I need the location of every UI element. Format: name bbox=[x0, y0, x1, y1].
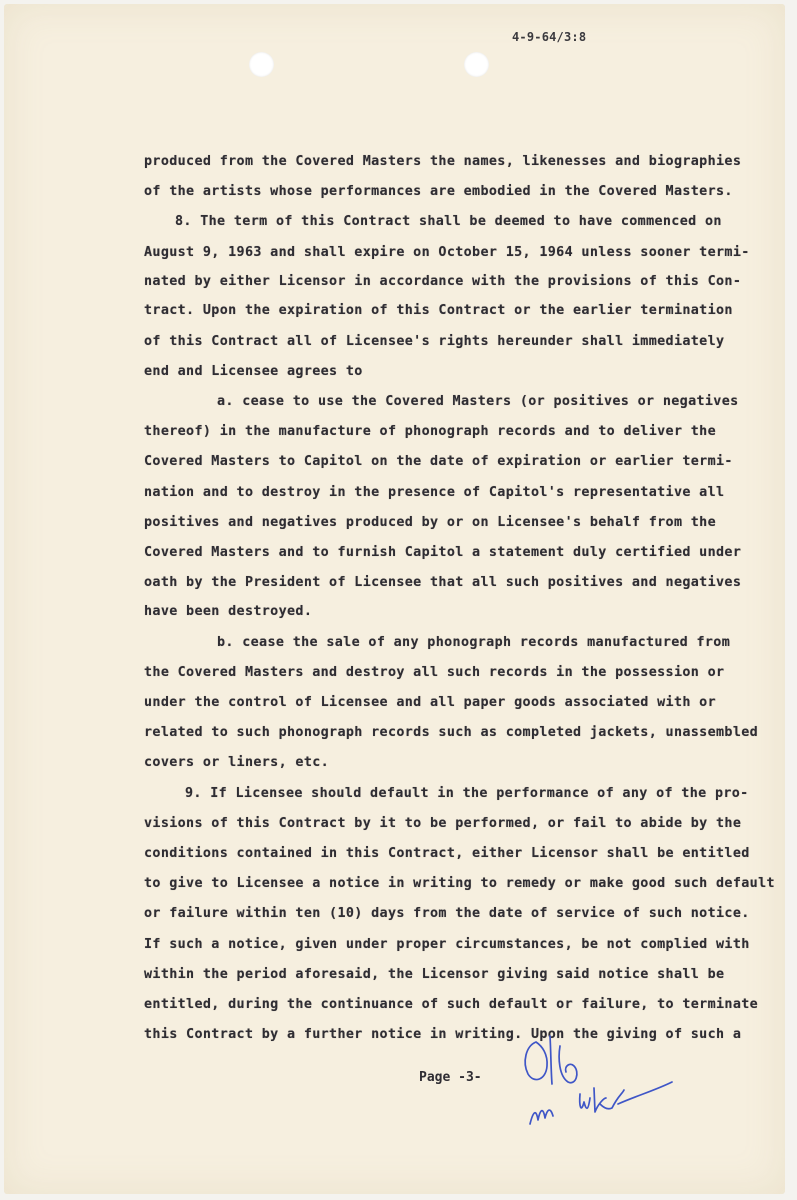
text-line: 9. If Licensee should default in the performance of any of the pro- bbox=[185, 786, 749, 801]
text-line: a. cease to use the Covered Masters (or positives or negatives bbox=[217, 394, 739, 409]
document-page bbox=[4, 4, 785, 1194]
text-line: nation and to destroy in the presence of Capitol's representative all bbox=[144, 485, 725, 500]
text-line: of the artists whose performances are embodied in the Covered Masters. bbox=[144, 184, 733, 199]
text-line: of this Contract all of Licensee's rights hereunder shall immediately bbox=[144, 334, 725, 349]
text-line: within the period aforesaid, the Licensor giving said notice shall be bbox=[144, 967, 725, 982]
text-line: related to such phonograph records such as completed jackets, unassembled bbox=[144, 725, 759, 740]
punch-hole-left bbox=[249, 52, 274, 77]
text-line: If such a notice, given under proper circumstances, be not complied with bbox=[144, 937, 750, 952]
text-line: have been destroyed. bbox=[144, 604, 313, 619]
text-line: August 9, 1963 and shall expire on October 15, 1964 unless sooner termi- bbox=[144, 245, 750, 260]
text-line: end and Licensee agrees to bbox=[144, 364, 363, 379]
text-line: tract. Upon the expiration of this Contract or the earlier termination bbox=[144, 303, 733, 318]
document-id: 4-9-64/3:8 bbox=[512, 30, 587, 44]
handwritten-initials bbox=[514, 1032, 679, 1132]
text-line: under the control of Licensee and all paper goods associated with or bbox=[144, 695, 717, 710]
text-line: nated by either Licensor in accordance with the provisions of this Con- bbox=[144, 274, 742, 289]
text-line: positives and negatives produced by or on Licensee's behalf from the bbox=[144, 515, 717, 530]
text-line: 8. The term of this Contract shall be deemed to have commenced on bbox=[175, 214, 722, 229]
text-line: the Covered Masters and destroy all such records in the possession or bbox=[144, 665, 725, 680]
text-line: to give to Licensee a notice in writing to remedy or make good such default bbox=[144, 876, 775, 891]
text-line: produced from the Covered Masters the names, likenesses and biographies bbox=[144, 154, 742, 169]
punch-hole-right bbox=[464, 52, 489, 77]
text-line: thereof) in the manufacture of phonograph records and to deliver the bbox=[144, 424, 717, 439]
text-line: covers or liners, etc. bbox=[144, 755, 330, 770]
text-line: or failure within ten (10) days from the date of service of such notice. bbox=[144, 906, 750, 921]
text-line: Covered Masters to Capitol on the date of expiration or earlier termi- bbox=[144, 454, 733, 469]
text-line: b. cease the sale of any phonograph records manufactured from bbox=[217, 635, 731, 650]
page-number: Page -3- bbox=[419, 1070, 482, 1085]
text-line: visions of this Contract by it to be performed, or fail to abide by the bbox=[144, 816, 742, 831]
text-line: this Contract by a further notice in writing. Upon the giving of such a bbox=[144, 1027, 742, 1042]
text-line: entitled, during the continuance of such default or failure, to terminate bbox=[144, 997, 759, 1012]
text-line: conditions contained in this Contract, either Licensor shall be entitled bbox=[144, 846, 750, 861]
text-line: Covered Masters and to furnish Capitol a statement duly certified under bbox=[144, 545, 742, 560]
text-line: oath by the President of Licensee that all such positives and negatives bbox=[144, 575, 742, 590]
